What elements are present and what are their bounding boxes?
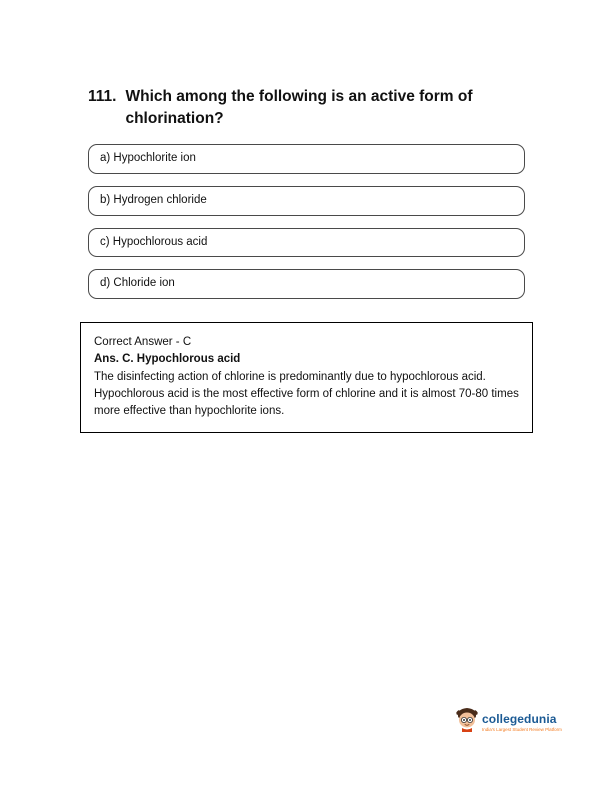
answer-line: Ans. C. Hypochlorous acid [94,353,241,366]
correct-answer-line: Correct Answer - C [94,336,192,348]
option-d-label: d) Chloride ion [100,277,175,290]
explanation-line-1: The disinfecting action of chlorine is predominantly due to hypochlorous acid. [94,370,486,383]
option-d [88,269,525,299]
option-b-label: b) Hydrogen chloride [100,193,207,206]
option-c [88,228,525,258]
brand-text [482,706,562,732]
option-b [88,186,525,216]
option-a-label: a) Hypochlorite ion [100,152,196,164]
brand-name: collegedunia [482,712,557,726]
explanation-line-2: Hypochlorous acid is the most effective form of chlorine and it is almost 70-80 times more effective than hypochlorite ions. [94,387,519,417]
option-c-label: c) Hypochlorous acid [100,235,208,248]
question-block [88,86,528,131]
options-list [88,144,525,311]
question-text: Which among the following is an active form of chlorination? [125,88,473,128]
branding-footer [455,706,562,732]
option-a [88,144,525,174]
answer-box [80,322,533,433]
question-number: 111. [88,88,117,105]
collegedunia-mascot-icon [455,706,479,732]
brand-tagline: India's Largest Student Review Platform [482,727,562,732]
